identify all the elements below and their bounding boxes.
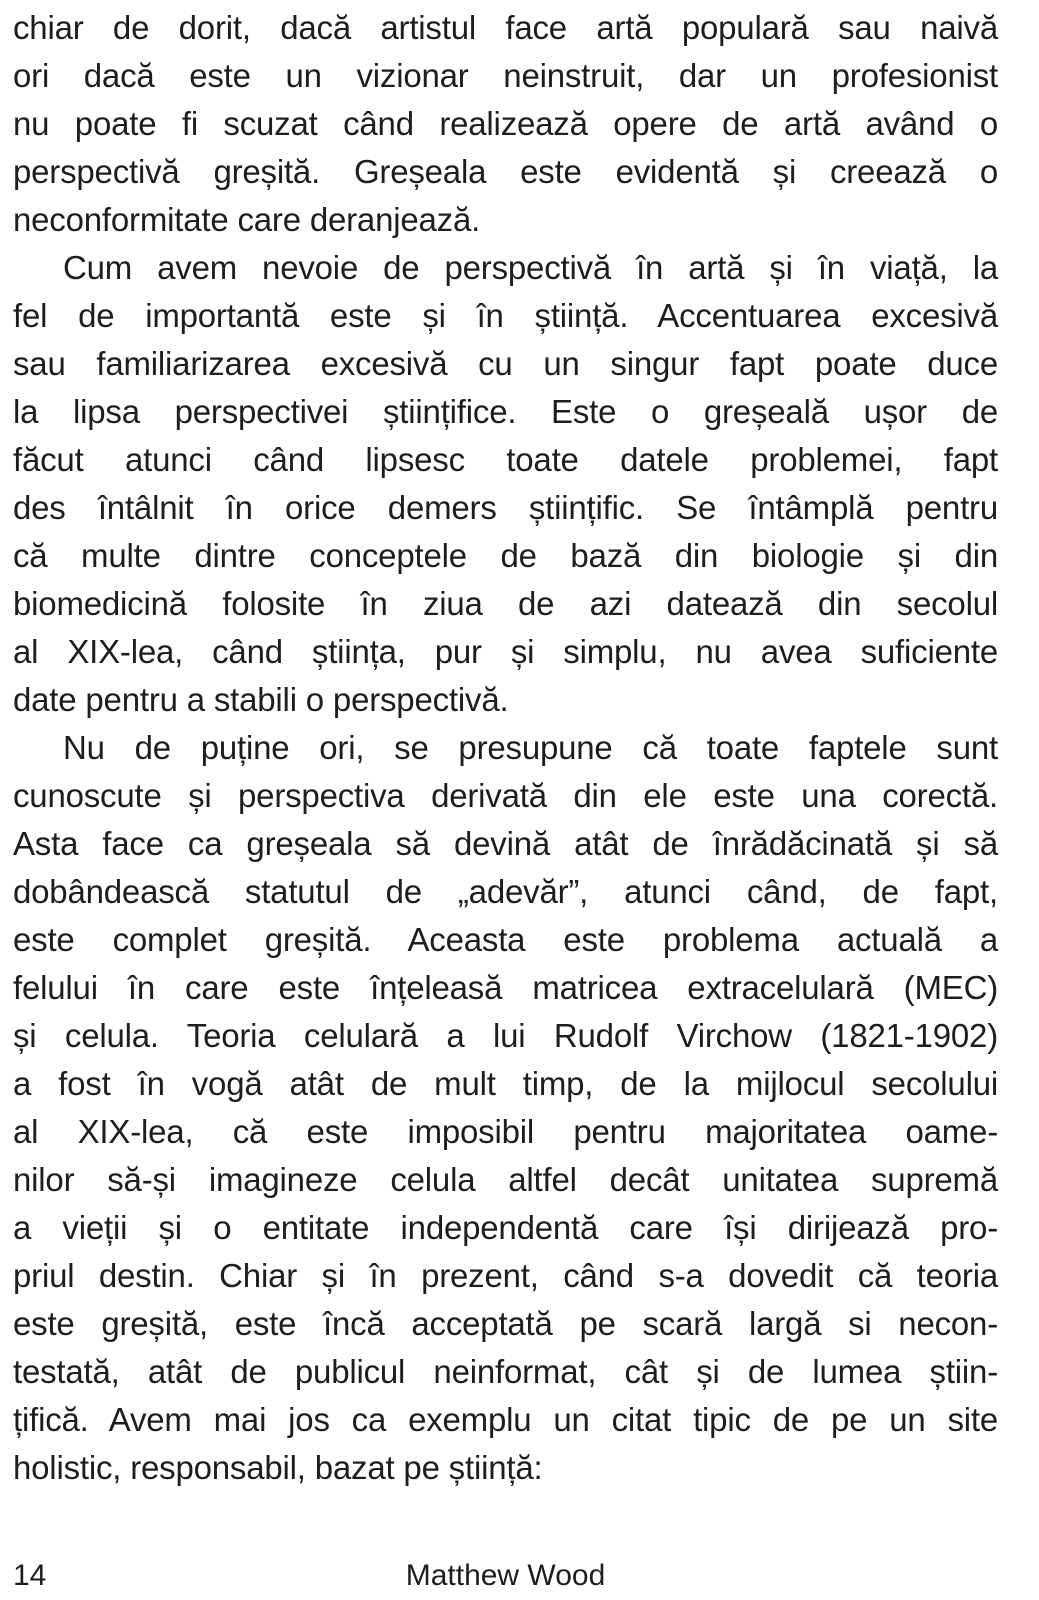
page-footer [13, 1552, 998, 1600]
text-line: că multe dintre conceptele de bază din biologie și din [13, 537, 998, 574]
running-title: Matthew Wood [405, 1559, 606, 1592]
text-line: nilor să-și imagineze celula altfel decât unitatea supremă [13, 1161, 998, 1198]
text-line: sau familiarizarea excesivă cu un singur fapt poate duce [13, 345, 998, 382]
text-line: perspectivă greșită. Greșeala este evidentă și creează o [13, 153, 998, 190]
text-line: a fost în vogă atât de mult timp, de la mijlocul secolului [13, 1065, 998, 1102]
text-line: la lipsa perspectivei științifice. Este o greșeală ușor de [13, 393, 998, 430]
text-line: a vieții și o entitate independentă care își dirijează pro- [13, 1209, 998, 1246]
text-line: date pentru a stabili o perspectivă. [13, 681, 509, 718]
text-line: făcut atunci când lipsesc toate datele problemei, fapt [13, 441, 998, 478]
text-line: este greșită, este încă acceptată pe scară largă si necon- [13, 1305, 998, 1342]
text-line: Nu de puține ori, se presupune că toate faptele sunt [63, 729, 998, 766]
text-line: al XIX-lea, când știința, pur și simplu, nu avea suficiente [13, 633, 998, 670]
text-line: holistic, responsabil, bazat pe știință: [13, 1449, 543, 1486]
text-line: biomedicină folosite în ziua de azi datează din secolul [13, 585, 998, 622]
text-line: dobândească statutul de „adevăr”, atunci când, de fapt, [13, 873, 998, 910]
text-line: fel de importantă este și în știință. Accentuarea excesivă [13, 297, 998, 334]
text-line: țifică. Avem mai jos ca exemplu un citat tipic de pe un site [13, 1401, 998, 1438]
text-line: des întâlnit în orice demers științific. Se întâmplă pentru [13, 489, 998, 526]
text-line: cunoscute și perspectiva derivată din ele este una corectă. [13, 777, 998, 814]
text-line: felului în care este înțeleasă matricea extracelulară (MEC) [13, 969, 998, 1006]
text-line: este complet greșită. Aceasta este problema actuală a [13, 921, 998, 958]
text-line: al XIX-lea, că este imposibil pentru majoritatea oame- [13, 1113, 998, 1150]
text-line: nu poate fi scuzat când realizează opere de artă având o [13, 105, 998, 142]
text-line: neconformitate care deranjează. [13, 201, 481, 238]
text-line: și celula. Teoria celulară a lui Rudolf Virchow (1821-1902) [13, 1017, 998, 1054]
text-line: priul destin. Chiar și în prezent, când s-a dovedit că teoria [13, 1257, 998, 1294]
page-number: 14 [13, 1559, 47, 1592]
body-text [13, 4, 998, 1492]
text-line: chiar de dorit, dacă artistul face artă populară sau naivă [13, 9, 998, 46]
text-line: Asta face ca greșeala să devină atât de înrădăcinată și să [13, 825, 998, 862]
text-line: testată, atât de publicul neinformat, cât și de lumea știin- [13, 1353, 998, 1390]
text-line: ori dacă este un vizionar neinstruit, dar un profesionist [13, 57, 998, 94]
text-line: Cum avem nevoie de perspectivă în artă și în viață, la [63, 249, 998, 286]
